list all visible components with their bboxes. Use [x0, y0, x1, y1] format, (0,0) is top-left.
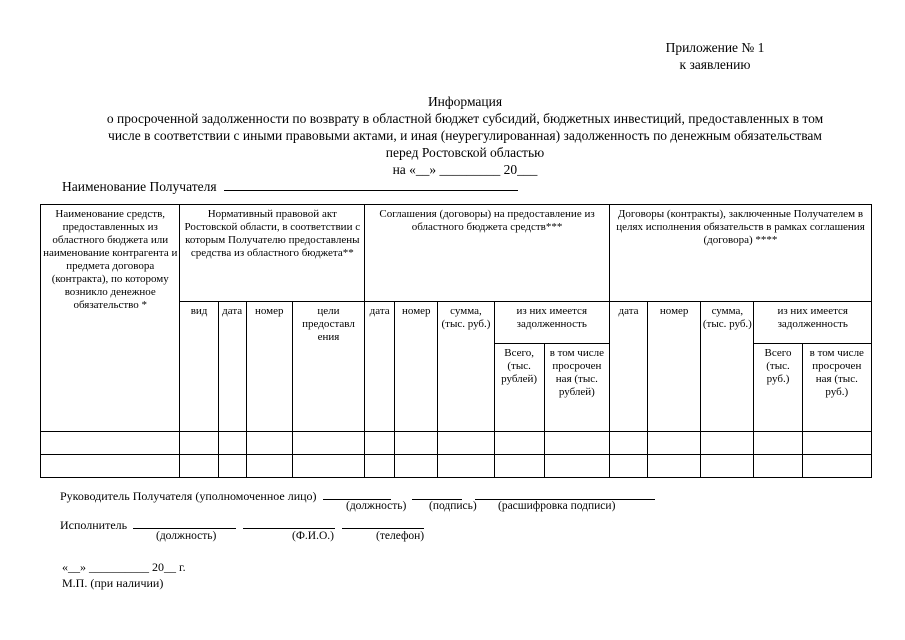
executor-phone-field[interactable] [342, 515, 424, 529]
heading-date-line: на «__» _________ 20___ [392, 162, 538, 177]
header-agreement-date: дата [365, 302, 395, 432]
table-cell[interactable] [246, 455, 292, 478]
header-contract-debt-total: Всего (тыс. руб.) [754, 344, 802, 432]
table-cell[interactable] [754, 432, 802, 455]
stamp-label: М.П. (при наличии) [62, 576, 164, 590]
header-contract-sum: сумма, (тыс. руб.) [701, 302, 754, 432]
table-cell[interactable] [648, 455, 701, 478]
caption-executor-position: (должность) [156, 530, 217, 542]
table-cell[interactable] [395, 455, 438, 478]
header-agreement-sum: сумма, (тыс. руб.) [438, 302, 494, 432]
appendix-line-1: Приложение № 1 [665, 40, 765, 55]
debt-table [40, 204, 872, 478]
table-cell[interactable] [754, 455, 802, 478]
table-cell[interactable] [438, 455, 494, 478]
header-act-date: дата [218, 302, 246, 432]
table-cell[interactable] [494, 455, 544, 478]
caption-executor-phone: (телефон) [376, 530, 425, 542]
appendix-line-2: к заявлению [679, 57, 751, 72]
header-legal-act: Нормативный правовой акт Ростовской области, в соответствии с которым Получателю предоставлены средства из областного бюджета** [180, 205, 365, 302]
table-cell[interactable] [648, 432, 701, 455]
caption-head-decoding: (расшифровка подписи) [498, 500, 616, 512]
executor-name-field[interactable] [243, 515, 335, 529]
table-cell[interactable] [180, 432, 218, 455]
header-contracts: Договоры (контракты), заключенные Получателем в целях исполнения обязательств в рамках соглашения (договора) **** [609, 205, 871, 302]
head-decoding-field[interactable] [475, 486, 655, 500]
heading-line-1: о просроченной задолженности по возврату в областной бюджет субсидий, бюджетных инвестиций, предоставленных в том [106, 111, 824, 126]
header-agreement-number: номер [395, 302, 438, 432]
table-cell[interactable] [544, 432, 609, 455]
table-cell[interactable] [365, 432, 395, 455]
table-cell[interactable] [218, 455, 246, 478]
header-agreements: Соглашения (договоры) на предоставление из областного бюджета средств*** [365, 205, 610, 302]
recipient-label: Наименование Получателя [62, 179, 217, 194]
table-cell[interactable] [494, 432, 544, 455]
header-agreement-debt-overdue: в том числе просрочен ная (тыс. рублей) [544, 344, 609, 432]
document-title: Информация [427, 94, 503, 109]
header-funds-name: Наименование средств, предоставленных из областного бюджета или наименование контрагента и предмета договора (контракта), по которому возникло денежное обязательство * [41, 205, 180, 432]
table-cell[interactable] [41, 455, 180, 478]
caption-executor-name: (Ф.И.О.) [292, 530, 334, 542]
table-row [41, 432, 872, 455]
caption-head-signature: (подпись) [429, 500, 477, 512]
executor-label: Исполнитель [60, 518, 128, 532]
header-contract-debt-overdue: в том числе просрочен ная (тыс. руб.) [802, 344, 871, 432]
header-act-purpose: цели предоставл ения [292, 302, 364, 432]
table-cell[interactable] [180, 455, 218, 478]
table-cell[interactable] [292, 432, 364, 455]
document-heading [30, 93, 900, 178]
table-row [41, 455, 872, 478]
header-contract-date: дата [609, 302, 647, 432]
recipient-name-field[interactable] [224, 177, 518, 191]
table-cell[interactable] [609, 432, 647, 455]
table-cell[interactable] [802, 432, 871, 455]
header-contract-number: номер [648, 302, 701, 432]
table-cell[interactable] [701, 432, 754, 455]
table-cell[interactable] [609, 455, 647, 478]
table-cell[interactable] [544, 455, 609, 478]
table-cell[interactable] [701, 455, 754, 478]
head-label: Руководитель Получателя (уполномоченное лицо) [60, 489, 317, 503]
recipient-row [62, 177, 518, 195]
executor-row [60, 515, 424, 532]
header-act-number: номер [246, 302, 292, 432]
table-cell[interactable] [246, 432, 292, 455]
heading-line-2: числе в соответствии с иными правовыми актами, и иная (неурегулированная) задолженность по денежным обязательствам [108, 128, 822, 143]
header-agreement-debt: из них имеется задолженность [494, 302, 609, 344]
table-cell[interactable] [395, 432, 438, 455]
table-cell[interactable] [438, 432, 494, 455]
header-contract-debt: из них имеется задолженность [754, 302, 872, 344]
caption-head-position: (должность) [346, 500, 407, 512]
head-position-field[interactable] [323, 486, 391, 500]
table-cell[interactable] [292, 455, 364, 478]
appendix-label [600, 39, 830, 73]
signature-date: «__» __________ 20__ г. [62, 560, 186, 574]
table-cell[interactable] [802, 455, 871, 478]
header-act-type: вид [180, 302, 218, 432]
heading-line-3: перед Ростовской областью [385, 145, 545, 160]
table-cell[interactable] [218, 432, 246, 455]
header-agreement-debt-total: Всего, (тыс. рублей) [494, 344, 544, 432]
table-cell[interactable] [365, 455, 395, 478]
table-cell[interactable] [41, 432, 180, 455]
head-signature-field[interactable] [412, 486, 462, 500]
executor-position-field[interactable] [133, 515, 236, 529]
